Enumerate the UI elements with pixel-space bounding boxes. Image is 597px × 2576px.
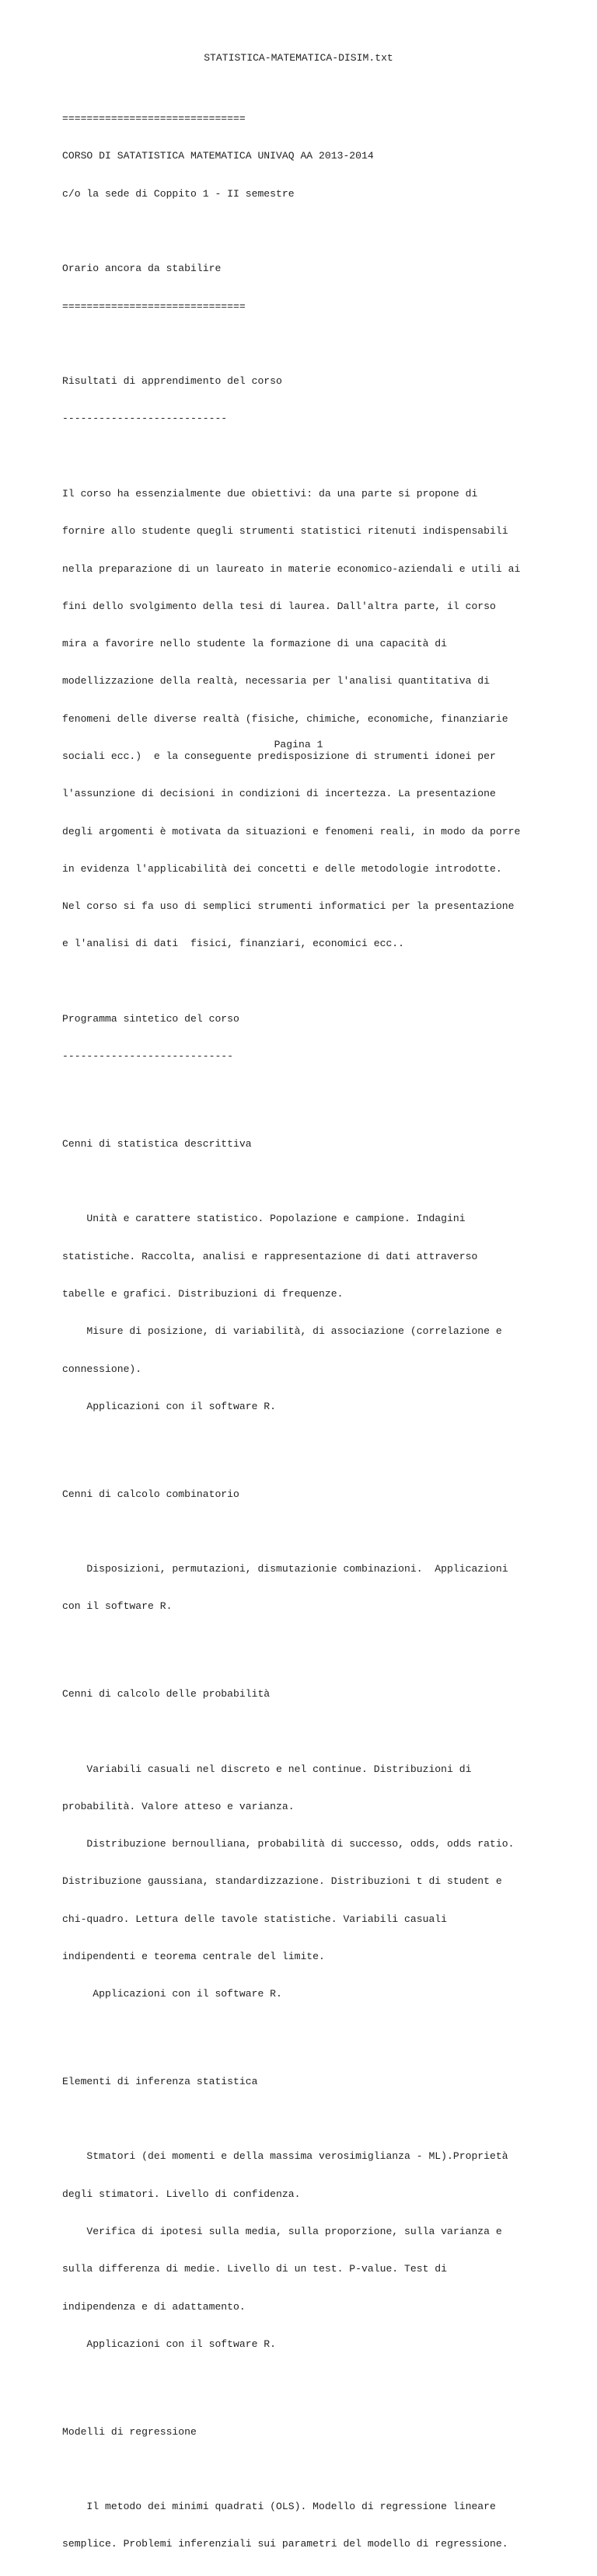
results-line: nella preparazione di un laureato in materie economico-aziendali e utili ai — [62, 562, 521, 575]
section-line: Applicazioni con il software R. — [62, 1400, 277, 1412]
page-number: Pagina 1 — [274, 739, 323, 750]
section-line: Variabili casuali nel discreto e nel continue. Distribuzioni di — [62, 1763, 472, 1775]
results-line: fini dello svolgimento della tesi di laurea. Dall'altra parte, il corso — [62, 600, 496, 612]
section-line: Unità e carattere statistico. Popolazione e campione. Indagini — [62, 1213, 466, 1225]
results-line: e l'analisi di dati fisici, finanziari, economici ecc.. — [62, 938, 405, 950]
section-title: Cenni di statistica descrittiva — [62, 1137, 252, 1150]
course-location: c/o la sede di Coppito 1 - II semestre — [62, 187, 295, 200]
results-line: degli argomenti è motivata da situazioni e fenomeni reali, in modo da porre — [62, 825, 521, 837]
results-line: mira a favorire nello studente la formazione di una capacità di — [62, 638, 448, 650]
results-line: Il corso ha essenzialmente due obiettivi: da una parte si propone di — [62, 488, 478, 500]
section-line: probabilità. Valore atteso e varianza. — [62, 1800, 295, 1812]
section-title: Modelli di regressione — [62, 2425, 197, 2438]
section-line: Il metodo dei minimi quadrati (OLS). Modello di regressione lineare — [62, 2501, 496, 2513]
section-line: con il software R. — [62, 1600, 173, 1613]
program-heading: Programma sintetico del corso — [62, 1012, 239, 1025]
section-line: statistiche. Raccolta, analisi e rappresentazione di dati attraverso — [62, 1250, 478, 1262]
section-line: Applicazioni con il software R. — [62, 2338, 277, 2350]
document-filename: STATISTICA-MATEMATICA-DISIM.txt — [204, 52, 393, 64]
results-line: fornire allo studente quegli strumenti statistici ritenuti indispensabili — [62, 525, 508, 538]
section-title: Cenni di calcolo combinatorio — [62, 1488, 239, 1500]
section-line: Distribuzione bernoulliana, probabilità di successo, odds, odds ratio. — [62, 1838, 515, 1850]
section-line: degli stimatori. Livello di confidenza. — [62, 2188, 301, 2200]
section-line: semplice. Problemi inferenziali sui parametri del modello di regressione. — [62, 2538, 508, 2550]
section-line: sulla differenza di medie. Livello di un test. P-value. Test di — [62, 2263, 448, 2275]
section-line: Stmatori (dei momenti e della massima verosimiglianza - ML).Proprietà — [62, 2150, 508, 2163]
results-line: fenomeni delle diverse realtà (fisiche, chimiche, economiche, finanziarie — [62, 712, 508, 725]
schedule-text: Orario ancora da stabilire — [62, 263, 222, 275]
section-line: Distribuzione gaussiana, standardizzazione. Distribuzioni t di student e — [62, 1875, 502, 1888]
results-line: sociali ecc.) e la conseguente predisposizione di strumenti idonei per — [62, 750, 496, 762]
header-rule: ============================== — [62, 113, 246, 125]
section-title: Cenni di calcolo delle probabilità — [62, 1688, 271, 1700]
results-heading: Risultati di apprendimento del corso — [62, 375, 282, 388]
results-line: Nel corso si fa uso di semplici strumenti informatici per la presentazione — [62, 900, 515, 913]
section-line: indipendenti e teorema centrale del limite. — [62, 1950, 325, 1962]
section-line: Verifica di ipotesi sulla media, sulla proporzione, sulla varianza e — [62, 2226, 502, 2238]
program-rule: ---------------------------- — [62, 1050, 234, 1063]
course-title: CORSO DI SATATISTICA MATEMATICA UNIVAQ AA 2013-2014 — [62, 150, 374, 162]
section-line: connessione). — [62, 1363, 142, 1375]
results-line: in evidenza l'applicabilità dei concetti e delle metodologie introdotte. — [62, 862, 502, 875]
section-title: Elementi di inferenza statistica — [62, 2075, 258, 2087]
section-line: chi-quadro. Lettura delle tavole statistiche. Variabili casuali — [62, 1913, 448, 1925]
section-line: Disposizioni, permutazioni, dismutazionie combinazioni. Applicazioni — [62, 1563, 508, 1575]
results-line: modellizzazione della realtà, necessaria per l'analisi quantitativa di — [62, 675, 491, 688]
section-line: indipendenza e di adattamento. — [62, 2300, 246, 2313]
section-line: Applicazioni con il software R. — [62, 1988, 282, 2000]
document-body — [62, 88, 591, 2576]
results-line: l'assunzione di decisioni in condizioni di incertezza. La presentazione — [62, 788, 496, 800]
schedule-rule: ============================== — [62, 300, 246, 312]
results-rule: --------------------------- — [62, 413, 228, 425]
section-line: tabelle e grafici. Distribuzioni di frequenze. — [62, 1288, 344, 1300]
section-line: Misure di posizione, di variabilità, di associazione (correlazione e — [62, 1325, 502, 1338]
